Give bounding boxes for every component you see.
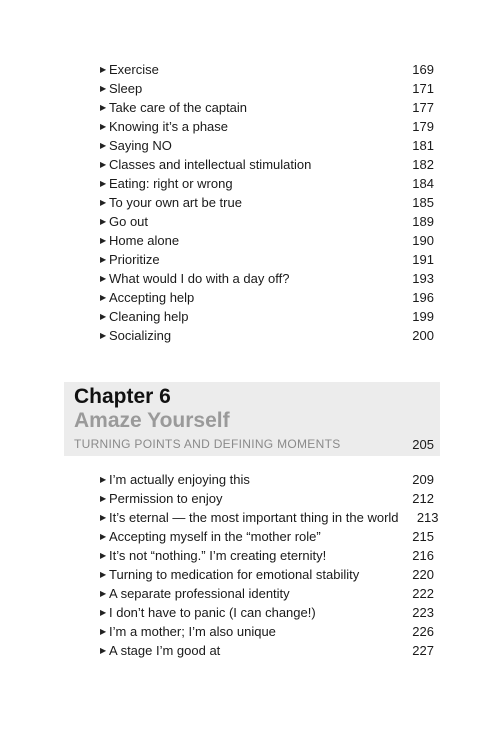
toc-entry bbox=[100, 527, 434, 546]
toc-entry-title: Turning to medication for emotional stability bbox=[109, 567, 360, 582]
toc-entry-title: Saying NO bbox=[109, 138, 172, 153]
toc-entry-page: 189 bbox=[412, 214, 434, 229]
toc-entry-page: 191 bbox=[412, 252, 434, 267]
toc-entry bbox=[100, 269, 434, 288]
toc-entry-page: 169 bbox=[412, 62, 434, 77]
toc-entry-title: Home alone bbox=[109, 233, 180, 248]
toc-entry-title: I don’t have to panic (I can change!) bbox=[109, 605, 316, 620]
toc-entry-title: I’m actually enjoying this bbox=[109, 472, 250, 487]
toc-entry bbox=[100, 641, 434, 660]
toc-entry-page: 190 bbox=[412, 233, 434, 248]
toc-entry-title: It’s not “nothing.” I’m creating eternity! bbox=[109, 548, 327, 563]
right-triangle-bullet-icon: ▶ bbox=[100, 236, 107, 245]
toc-entry bbox=[100, 489, 434, 508]
right-triangle-bullet-icon: ▶ bbox=[100, 551, 107, 560]
right-triangle-bullet-icon: ▶ bbox=[100, 494, 107, 503]
right-triangle-bullet-icon: ▶ bbox=[100, 646, 107, 655]
toc-entry-title: A stage I’m good at bbox=[109, 643, 221, 658]
toc-entry-title: Exercise bbox=[109, 62, 159, 77]
toc-entry bbox=[100, 565, 434, 584]
right-triangle-bullet-icon: ▶ bbox=[100, 331, 107, 340]
toc-entry-page: 171 bbox=[412, 81, 434, 96]
right-triangle-bullet-icon: ▶ bbox=[100, 103, 107, 112]
toc-entry-title: Classes and intellectual stimulation bbox=[109, 157, 312, 172]
toc-entry bbox=[100, 60, 434, 79]
toc-entry-title: Prioritize bbox=[109, 252, 160, 267]
right-triangle-bullet-icon: ▶ bbox=[100, 84, 107, 93]
toc-entry bbox=[100, 584, 434, 603]
right-triangle-bullet-icon: ▶ bbox=[100, 293, 107, 302]
toc-entry-title: A separate professional identity bbox=[109, 586, 290, 601]
toc-entry bbox=[100, 288, 434, 307]
toc-entry-title: Take care of the captain bbox=[109, 100, 248, 115]
toc-entry bbox=[100, 307, 434, 326]
right-triangle-bullet-icon: ▶ bbox=[100, 570, 107, 579]
toc-entry bbox=[100, 603, 434, 622]
toc-entry bbox=[100, 193, 434, 212]
toc-entry bbox=[100, 470, 434, 489]
toc-entry bbox=[100, 212, 434, 231]
toc-entry-page: 227 bbox=[412, 643, 434, 658]
toc-entry-page: 213 bbox=[416, 510, 439, 525]
toc-entry-page: 209 bbox=[412, 472, 434, 487]
toc-entry-page: 212 bbox=[412, 491, 434, 506]
toc-entry bbox=[100, 79, 434, 98]
toc-entry-title: I’m a mother; I’m also unique bbox=[109, 624, 276, 639]
chapter-heading bbox=[64, 382, 440, 456]
toc-entry-page: 220 bbox=[412, 567, 434, 582]
toc-entry bbox=[100, 622, 434, 641]
toc-entry-page: 199 bbox=[412, 309, 434, 324]
toc-entry bbox=[100, 174, 434, 193]
toc-entry-title: Accepting myself in the “mother role” bbox=[109, 529, 321, 544]
toc-entry bbox=[100, 117, 434, 136]
toc-entry bbox=[100, 546, 434, 565]
toc-entry bbox=[100, 155, 434, 174]
right-triangle-bullet-icon: ▶ bbox=[100, 217, 107, 226]
toc-entry-page: 179 bbox=[412, 119, 434, 134]
right-triangle-bullet-icon: ▶ bbox=[100, 122, 107, 131]
toc-entry-page: 215 bbox=[412, 529, 434, 544]
toc-entry-page: 226 bbox=[412, 624, 434, 639]
right-triangle-bullet-icon: ▶ bbox=[100, 627, 107, 636]
toc-list-top bbox=[100, 60, 434, 345]
toc-entry bbox=[100, 231, 434, 250]
toc-entry-title: Cleaning help bbox=[109, 309, 189, 324]
toc-entry-title: Eating: right or wrong bbox=[109, 176, 233, 191]
right-triangle-bullet-icon: ▶ bbox=[100, 160, 107, 169]
toc-entry bbox=[100, 508, 439, 527]
right-triangle-bullet-icon: ▶ bbox=[100, 608, 107, 617]
toc-entry bbox=[100, 136, 434, 155]
right-triangle-bullet-icon: ▶ bbox=[100, 312, 107, 321]
right-triangle-bullet-icon: ▶ bbox=[100, 513, 107, 522]
toc-entry-page: 182 bbox=[412, 157, 434, 172]
right-triangle-bullet-icon: ▶ bbox=[100, 532, 107, 541]
toc-entry-page: 196 bbox=[412, 290, 434, 305]
right-triangle-bullet-icon: ▶ bbox=[100, 589, 107, 598]
right-triangle-bullet-icon: ▶ bbox=[100, 65, 107, 74]
toc-entry bbox=[100, 98, 434, 117]
toc-entry-page: 216 bbox=[412, 548, 434, 563]
right-triangle-bullet-icon: ▶ bbox=[100, 198, 107, 207]
toc-entry-title: Socializing bbox=[109, 328, 172, 343]
toc-entry-title: It’s eternal — the most important thing in the world bbox=[109, 510, 399, 525]
toc-entry-page: 200 bbox=[412, 328, 434, 343]
chapter-page-number: 205 bbox=[412, 437, 434, 452]
toc-entry-title: Sleep bbox=[109, 81, 143, 96]
chapter-number: Chapter 6 bbox=[74, 385, 171, 408]
chapter-title: Amaze Yourself bbox=[74, 409, 230, 432]
toc-entry-page: 177 bbox=[412, 100, 434, 115]
right-triangle-bullet-icon: ▶ bbox=[100, 475, 107, 484]
toc-entry-page: 185 bbox=[412, 195, 434, 210]
toc-entry bbox=[100, 326, 434, 345]
toc-entry-page: 193 bbox=[412, 271, 434, 286]
toc-entry-title: Accepting help bbox=[109, 290, 195, 305]
chapter-subtitle: TURNING POINTS AND DEFINING MOMENTS bbox=[74, 437, 341, 451]
toc-entry-title: Permission to enjoy bbox=[109, 491, 223, 506]
toc-entry-title: To your own art be true bbox=[109, 195, 242, 210]
toc-entry-page: 181 bbox=[412, 138, 434, 153]
right-triangle-bullet-icon: ▶ bbox=[100, 179, 107, 188]
toc-entry-title: Go out bbox=[109, 214, 149, 229]
toc-list-bottom bbox=[100, 470, 439, 660]
right-triangle-bullet-icon: ▶ bbox=[100, 274, 107, 283]
toc-entry bbox=[100, 250, 434, 269]
right-triangle-bullet-icon: ▶ bbox=[100, 141, 107, 150]
toc-entry-page: 222 bbox=[412, 586, 434, 601]
toc-entry-page: 223 bbox=[412, 605, 434, 620]
toc-entry-title: Knowing it’s a phase bbox=[109, 119, 229, 134]
right-triangle-bullet-icon: ▶ bbox=[100, 255, 107, 264]
toc-entry-page: 184 bbox=[412, 176, 434, 191]
toc-entry-title: What would I do with a day off? bbox=[109, 271, 290, 286]
